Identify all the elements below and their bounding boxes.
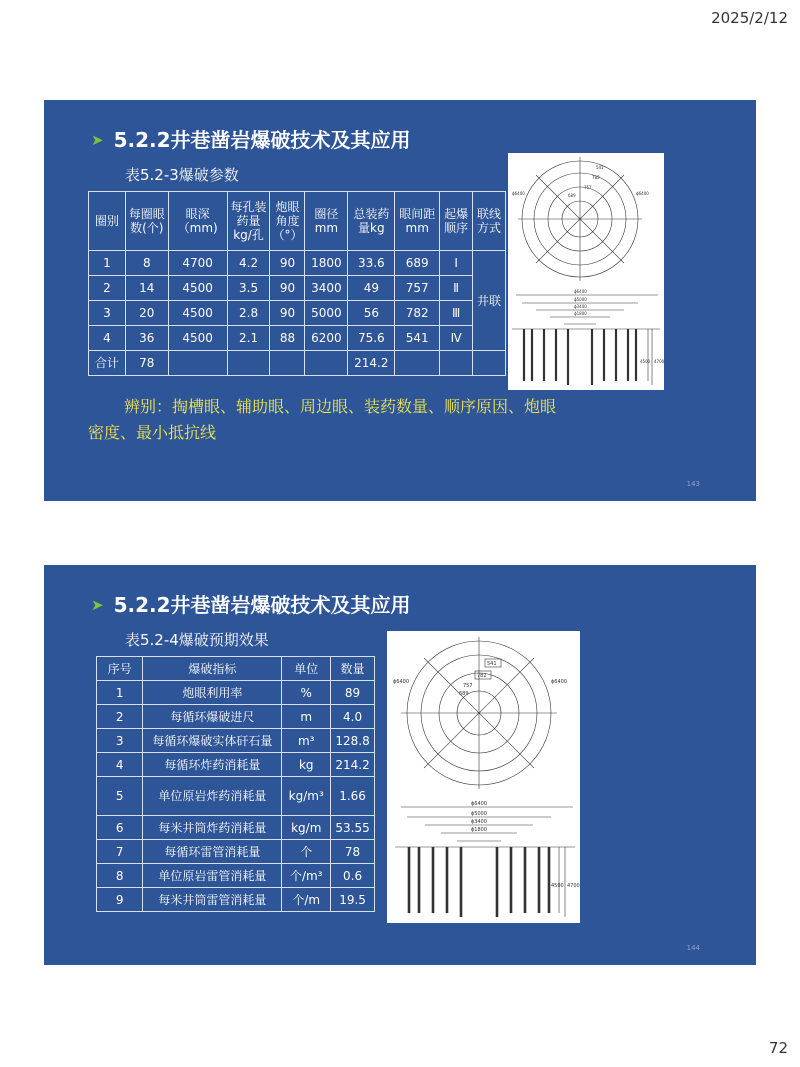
cell: 5 (97, 777, 143, 816)
table-row (97, 816, 375, 840)
cell: 2 (97, 705, 143, 729)
table-header-row (89, 192, 506, 251)
header-cell: 序号 (97, 657, 143, 681)
cell: 8 (97, 864, 143, 888)
cell: 90 (270, 301, 305, 326)
cell: 每循环炸药消耗量 (143, 753, 282, 777)
diagram-label: ϕ1800 (471, 827, 488, 833)
cell: 1 (89, 251, 126, 276)
diagram-label: ϕ6400 (551, 679, 568, 685)
cell: 7 (97, 840, 143, 864)
header-cell: 每孔装药量kg/孔 (227, 192, 270, 251)
cell: kg/m³ (282, 777, 331, 816)
diagram-label: 782 (477, 673, 487, 679)
merged-connection-cell: 井联 (473, 251, 506, 351)
blasthole-layout-diagram (387, 631, 580, 923)
blasthole-layout-svg (508, 153, 664, 390)
page-number: 72 (768, 1039, 788, 1057)
cell: 4 (89, 326, 126, 351)
diagram-label: 4500 (551, 883, 564, 889)
diagram-label: ϕ6400 (636, 191, 649, 196)
header-cell: 炮眼角度（°） (270, 192, 305, 251)
cell (395, 351, 440, 376)
table-row (97, 705, 375, 729)
table-row (97, 888, 375, 912)
header-cell: 数量 (331, 657, 375, 681)
note-text: 辨别：掏槽眼、辅助眼、周边眼、装药数量、顺序原因、炮眼密度、最小抵抗线 (88, 397, 557, 442)
cell: 78 (125, 351, 168, 376)
cell: 782 (395, 301, 440, 326)
diagram-label: ϕ5000 (574, 297, 587, 302)
cell: 每循环爆破实体矸石量 (143, 729, 282, 753)
header-cell: 眼深（mm) (168, 192, 227, 251)
header-date: 2025/2/12 (711, 9, 788, 27)
diagram-label: ϕ1800 (574, 311, 587, 316)
cell: kg (282, 753, 331, 777)
cell: 4 (97, 753, 143, 777)
cell: Ⅱ (440, 276, 473, 301)
cell: 4500 (168, 276, 227, 301)
header-cell: 眼间距mm (395, 192, 440, 251)
diagram-label: 4700 (654, 359, 664, 364)
cell: 36 (125, 326, 168, 351)
cell: 单位原岩炸药消耗量 (143, 777, 282, 816)
cell (305, 351, 348, 376)
cell: 8 (125, 251, 168, 276)
cell: 6 (97, 816, 143, 840)
slide-title: ➤ 5.2.2井巷凿岩爆破技术及其应用 (91, 593, 411, 617)
cell: 1800 (305, 251, 348, 276)
slide-title: ➤ 5.2.2井巷凿岩爆破技术及其应用 (91, 128, 411, 152)
cell: 49 (348, 276, 395, 301)
diagram-label: 4700 (567, 883, 580, 889)
cell: 0.6 (331, 864, 375, 888)
table-row (89, 326, 506, 351)
header-cell: 每圈眼数(个) (125, 192, 168, 251)
header-cell: 爆破指标 (143, 657, 282, 681)
cell: 个/m (282, 888, 331, 912)
cell: 214.2 (331, 753, 375, 777)
cell: 每循环雷管消耗量 (143, 840, 282, 864)
diagram-label: ϕ3400 (471, 819, 488, 825)
cell: 单位原岩雷管消耗量 (143, 864, 282, 888)
cell: 9 (97, 888, 143, 912)
cell: 2.8 (227, 301, 270, 326)
diagram-label: 689 (459, 691, 469, 697)
diagram-label: ϕ6400 (574, 289, 587, 294)
table-row (89, 276, 506, 301)
cell: m³ (282, 729, 331, 753)
cell: 90 (270, 276, 305, 301)
cell: 757 (395, 276, 440, 301)
cell: 4.0 (331, 705, 375, 729)
cell: m (282, 705, 331, 729)
diagram-label: ϕ3400 (574, 304, 587, 309)
cell: 3.5 (227, 276, 270, 301)
cell: 4500 (168, 301, 227, 326)
cell: 4500 (168, 326, 227, 351)
cell: Ⅳ (440, 326, 473, 351)
cell: 6200 (305, 326, 348, 351)
cell: kg/m (282, 816, 331, 840)
cell: 个 (282, 840, 331, 864)
cell (168, 351, 227, 376)
diagram-label: ϕ6400 (471, 801, 488, 807)
table-row (97, 777, 375, 816)
table-caption: 表5.2-3爆破参数 (125, 166, 239, 184)
arrow-bullet-icon: ➤ (91, 131, 104, 149)
cell: 个/m³ (282, 864, 331, 888)
cell: 3400 (305, 276, 348, 301)
diagram-label: 782 (592, 175, 600, 180)
cell: 88 (270, 326, 305, 351)
cell: 4700 (168, 251, 227, 276)
blasthole-layout-diagram (508, 153, 664, 390)
cell: 128.8 (331, 729, 375, 753)
cell: 90 (270, 251, 305, 276)
cell (440, 351, 473, 376)
diagram-label: ϕ6400 (393, 679, 410, 685)
slide-143 (44, 100, 756, 501)
table-row (97, 753, 375, 777)
cell: 75.6 (348, 326, 395, 351)
cell: 合计 (89, 351, 126, 376)
diagram-label: 4500 (640, 359, 651, 364)
cell: 3 (97, 729, 143, 753)
cell: 2 (89, 276, 126, 301)
table-row (97, 729, 375, 753)
cell: 214.2 (348, 351, 395, 376)
cell: 炮眼利用率 (143, 681, 282, 705)
cell: 14 (125, 276, 168, 301)
blast-parameters-table (88, 191, 506, 376)
header-cell: 圈别 (89, 192, 126, 251)
table-row (97, 864, 375, 888)
cell: 19.5 (331, 888, 375, 912)
blasthole-layout-svg (387, 631, 580, 923)
cell: 1.66 (331, 777, 375, 816)
cell: Ⅲ (440, 301, 473, 326)
slide-144 (44, 565, 756, 965)
cell (473, 351, 506, 376)
cell: 3 (89, 301, 126, 326)
diagram-label: 541 (487, 661, 497, 667)
cell: 541 (395, 326, 440, 351)
table-row (89, 251, 506, 276)
slide-number: 143 (686, 480, 700, 488)
cell: 5000 (305, 301, 348, 326)
cell (227, 351, 270, 376)
diagram-label: 757 (463, 683, 473, 689)
table-row (89, 301, 506, 326)
cell: 1 (97, 681, 143, 705)
arrow-bullet-icon: ➤ (91, 596, 104, 614)
table-row (97, 681, 375, 705)
diagram-label: 541 (596, 165, 604, 170)
blast-effect-table (96, 656, 375, 912)
cell: 每循环爆破进尺 (143, 705, 282, 729)
header-cell: 起爆顺序 (440, 192, 473, 251)
table-row (97, 840, 375, 864)
cell: 2.1 (227, 326, 270, 351)
cell: 33.6 (348, 251, 395, 276)
cell: 20 (125, 301, 168, 326)
cell: 78 (331, 840, 375, 864)
slide-number: 144 (686, 944, 700, 952)
cell: 689 (395, 251, 440, 276)
cell: 53.55 (331, 816, 375, 840)
header-cell: 联线方式 (473, 192, 506, 251)
cell: 每米井筒炸药消耗量 (143, 816, 282, 840)
header-cell: 总装药量kg (348, 192, 395, 251)
diagram-label: 757 (584, 185, 592, 190)
cell: 4.2 (227, 251, 270, 276)
cell: 每米井筒雷管消耗量 (143, 888, 282, 912)
cell (270, 351, 305, 376)
cell: 89 (331, 681, 375, 705)
diagram-label: ϕ5000 (471, 811, 488, 817)
header-cell: 单位 (282, 657, 331, 681)
table-total-row (89, 351, 506, 376)
cell: % (282, 681, 331, 705)
table-caption: 表5.2-4爆破预期效果 (125, 631, 269, 649)
cell: 56 (348, 301, 395, 326)
table-header-row (97, 657, 375, 681)
diagram-label: 689 (568, 193, 576, 198)
diagram-label: ϕ6400 (512, 191, 525, 196)
cell: Ⅰ (440, 251, 473, 276)
header-cell: 圈径mm (305, 192, 348, 251)
